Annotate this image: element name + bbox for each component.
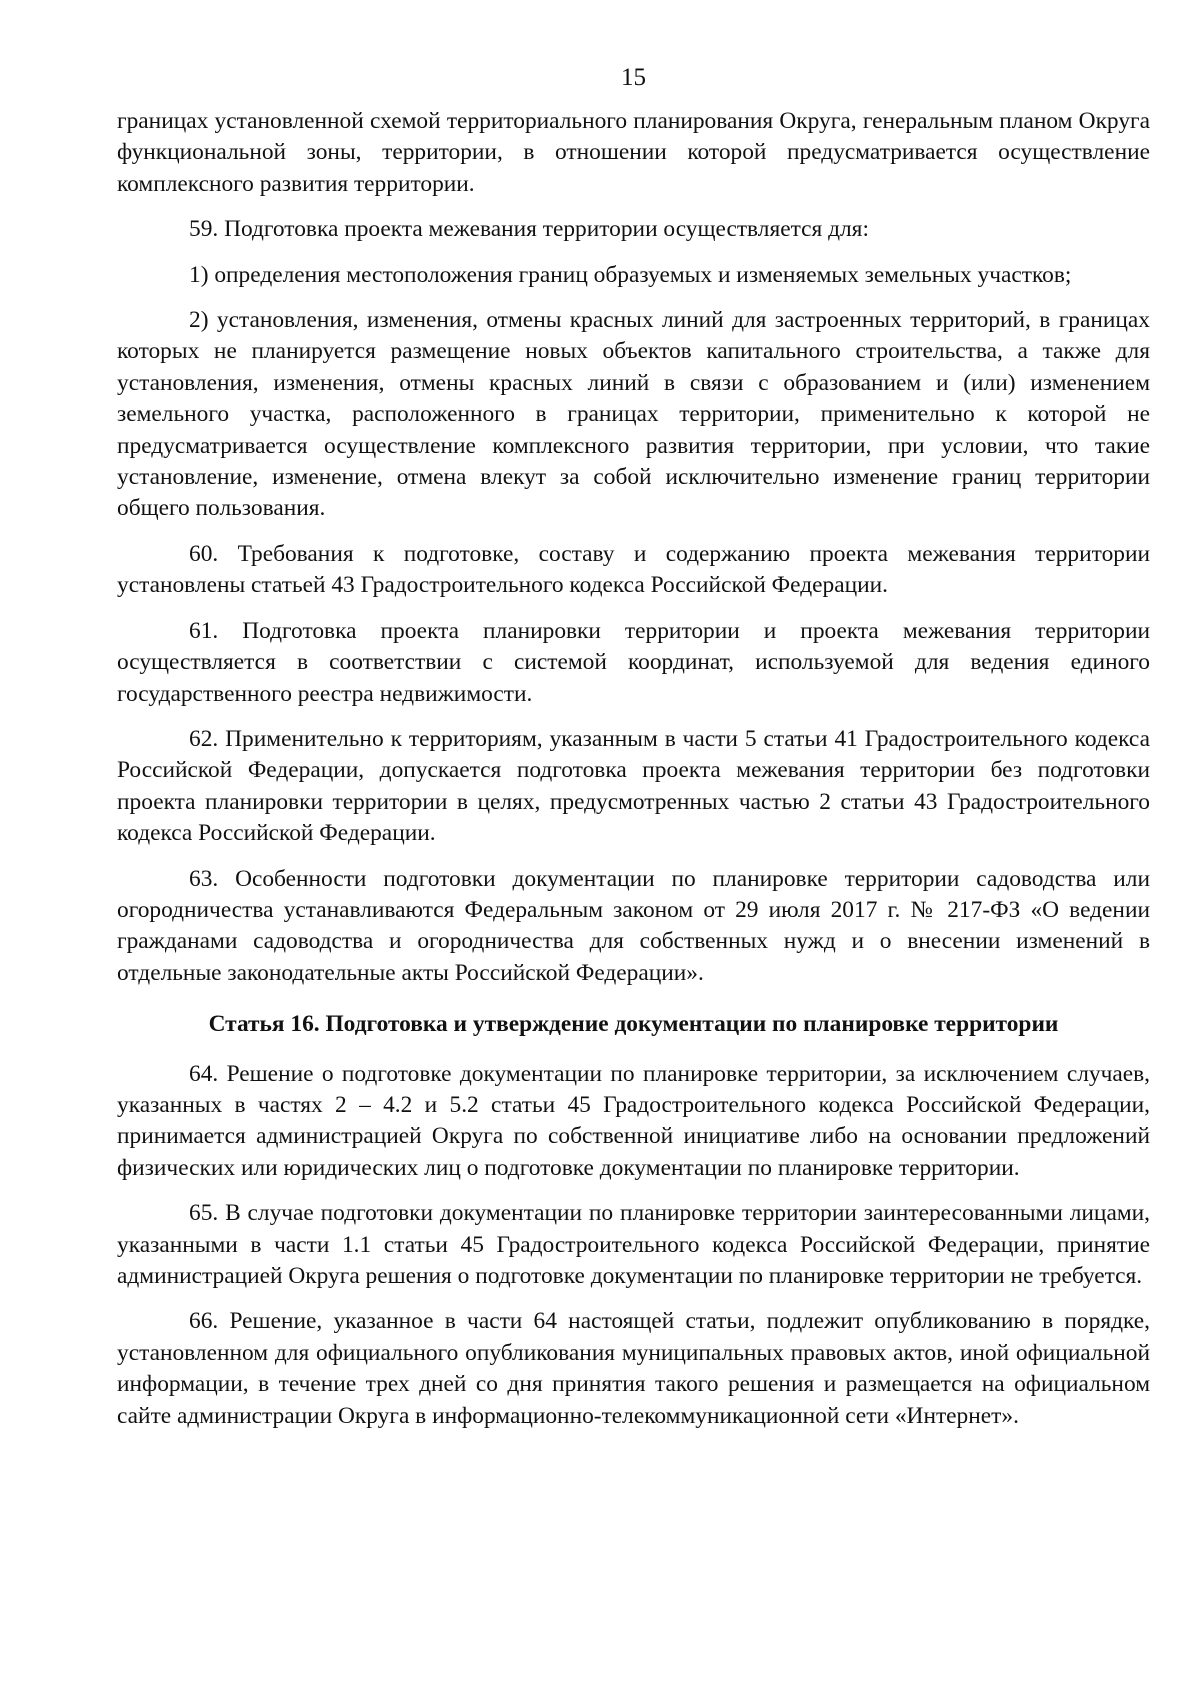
paragraph-61: 61. Подготовка проекта планировки территории и проекта межевания территории осуществляется в соответствии с системой координат, используемой для ведения единого государственного реестра недвижимости.	[117, 617, 1150, 707]
paragraph-59: 59. Подготовка проекта межевания территории осуществляется для:	[189, 216, 869, 243]
paragraph-64: 64. Решение о подготовке документации по планировке территории, за исключением случаев, указанных в частях 2 – 4.2 и 5.2 статьи 45 Градостроительного кодекса Российской Федерации, принимается администрацией Округа по собственной инициативе либо на основании предложений физических или юридических лиц о подготовке документации по планировке территории.	[117, 1060, 1150, 1181]
list-item-59-1: 1) определения местоположения границ образуемых и изменяемых земельных участков;	[189, 261, 1072, 288]
paragraph-65: 65. В случае подготовки документации по планировке территории заинтересованными лицами, указанными в части 1.1 статьи 45 Градостроительного кодекса Российской Федерации, принятие администрацией Округа решения о подготовке документации по планировке территории не требуется.	[117, 1200, 1150, 1289]
paragraph-62: 62. Применительно к территориям, указанным в части 5 статьи 41 Градостроительного кодекса Российской Федерации, допускается подготовка проекта межевания территории без подготовки проекта планировки территории в целях, предусмотренных частью 2 статьи 43 Градостроительного кодекса Российской Федерации.	[117, 725, 1150, 847]
paragraph-60: 60. Требования к подготовке, составу и содержанию проекта межевания территории установлены статьей 43 Градостроительного кодекса Российской Федерации.	[117, 540, 1150, 599]
paragraph-continuation: границах установленной схемой территориального планирования Округа, генеральным планом Округа функциональной зоны, территории, в отношении которой предусматривается осуществление комплексного развития территории.	[117, 108, 1150, 197]
list-item-59-2: 2) установления, изменения, отмены красных линий для застроенных территорий, в границах которых не планируется размещение новых объектов капитального строительства, а также для установления, изменения, отмены красных линий в связи с образованием и (или) изменением земельного участка, расположенного в границах территории, применительно к которой не предусматривается осуществление комплексного развития территории, при условии, что такие установление, изменение, отмена влекут за собой исключительно изменение границ территории общего пользования.	[117, 307, 1150, 522]
article-16-heading: Статья 16. Подготовка и утверждение документации по планировке территории	[208, 1011, 1059, 1038]
document-page	[117, 62, 1150, 1446]
paragraph-63: 63. Особенности подготовки документации по планировке территории садоводства или огородничества устанавливаются Федеральным законом от 29 июля 2017 г. № 217-ФЗ «О ведении гражданами садоводства и огородничества для собственных нужд и о внесении изменений в отдельные законодательные акты Российской Федерации».	[117, 865, 1150, 986]
paragraph-66: 66. Решение, указанное в части 64 настоящей статьи, подлежит опубликованию в порядке, установленном для официального опубликования муниципальных правовых актов, иной официальной информации, в течение трех дней со дня принятия такого решения и размещается на официальном сайте администрации Округа в информационно-телекоммуникационной сети «Интернет».	[117, 1308, 1150, 1429]
page-number: 15	[621, 64, 646, 91]
